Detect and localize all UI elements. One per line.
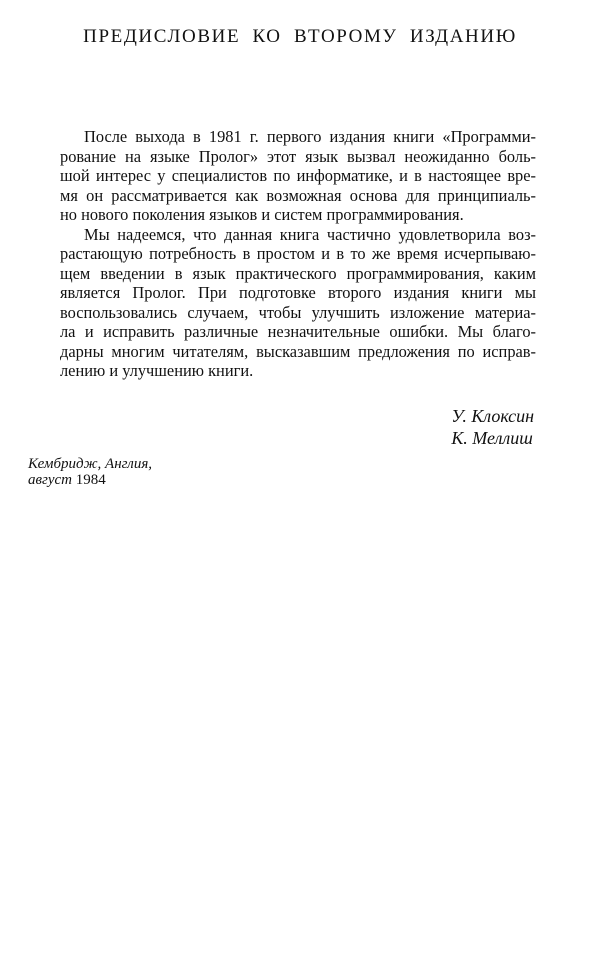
author-signature-2: К. Меллиш [451,428,533,448]
author-signatures [451,405,534,449]
place-month: август [28,472,73,488]
text-line: ла и исправить различные незначительные ошибки. Мы благо- [60,322,536,341]
text-line: дарны многим читателям, высказавшим предложения по исправ- [60,341,536,361]
text-line: мя он рассматривается как возможная основа для принципиаль- [60,185,536,205]
place-date [28,472,152,488]
paragraph-2 [60,225,536,381]
place-city: Кембридж, Англия, [28,456,153,472]
text-line: воспользовались случаем, чтобы улучшить изложение материа- [60,302,536,322]
text-line: лению и улучшению книги. [60,361,254,380]
text-line: После выхода в 1981 г. первого издания книги «Программи- [84,127,536,146]
text-line: является Пролог. При подготовке второго издания книги мы [60,283,536,302]
text-line: Мы надеемся, что данная книга частично удовлетворила воз- [84,224,536,244]
preface-body [60,127,536,381]
text-line: щем введении в язык практического программирования, каким [60,263,536,283]
place-and-date [28,456,152,488]
page-title: ПРЕДИСЛОВИЕ КО ВТОРОМУ ИЗДАНИЮ [83,26,517,47]
text-line: растающую потребность в простом и в то же время исчерпываю- [60,244,536,263]
author-signature-1: У. Клоксин [451,406,534,426]
paragraph-1 [60,127,536,225]
text-line: шой интерес у специалистов по информатике, и в настоящее вре- [60,166,536,185]
text-line: рование на языке Пролог» этот язык вызвал неожиданно боль- [60,146,536,166]
place-year: 1984 [75,472,106,488]
text-line: но нового поколения языков и систем программирования. [60,205,464,224]
